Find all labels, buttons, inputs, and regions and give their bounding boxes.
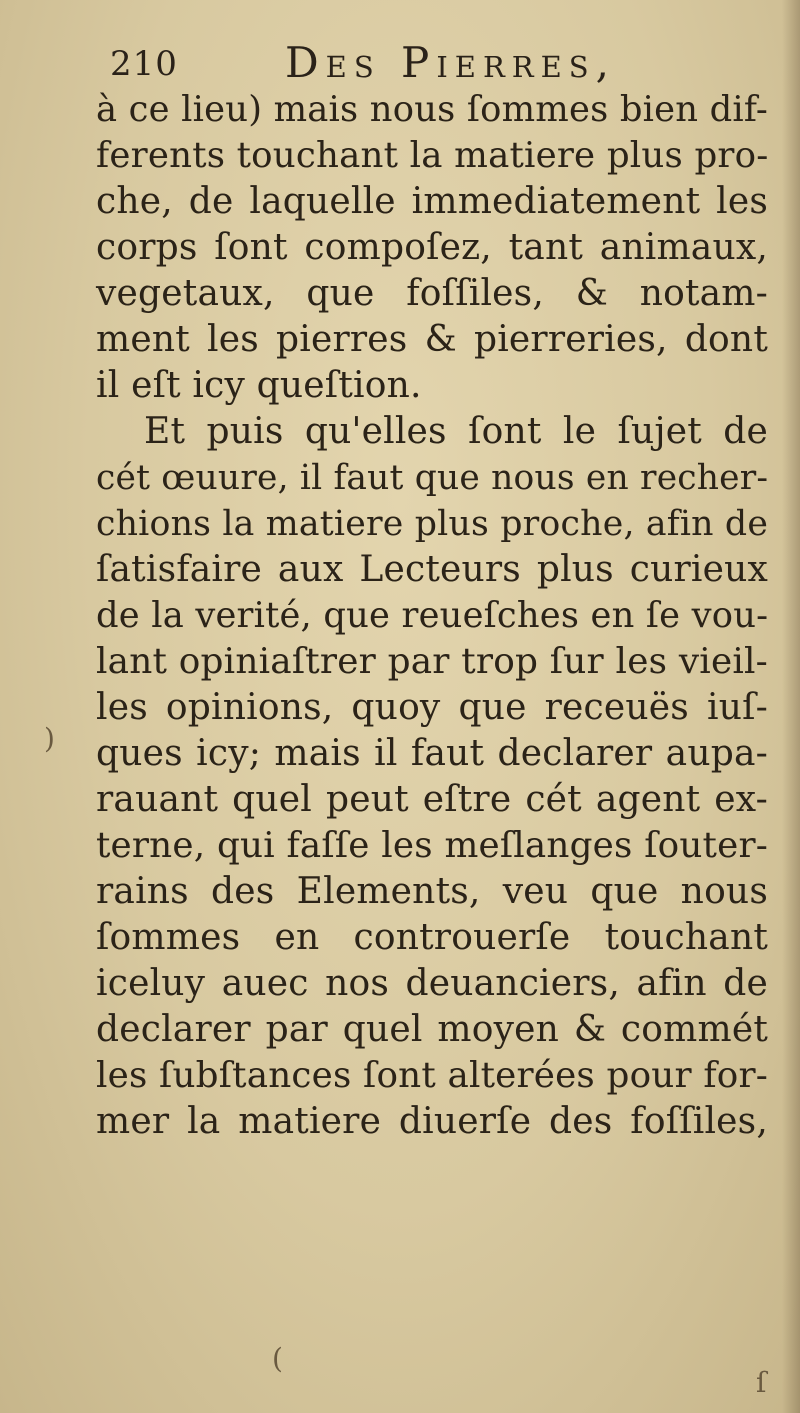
running-head: Des Pierres, [285, 38, 617, 87]
text-line: il eſt icy queſtion. [96, 365, 422, 406]
text-line: ferents touchant la matiere plus pro- [96, 135, 769, 176]
text-line: rains des Elements, veu que nous [96, 871, 768, 912]
text-line: cét œuure, il faut que nous en recher- [96, 458, 769, 498]
text-line: ſatisfaire aux Lecteurs plus curieux [96, 549, 768, 590]
text-line: chions la matiere plus proche, afin de [96, 504, 769, 544]
text-line: che, de laquelle immediatement les [96, 181, 768, 222]
text-line: mer la matiere diuerſe des foſſiles, [96, 1101, 768, 1142]
text-line: vegetaux, que foſſiles, & notam- [96, 273, 768, 314]
text-line: corps ſont compoſez, tant animaux, [96, 227, 768, 268]
margin-mark: ) [44, 722, 55, 755]
text-line: ques icy; mais il faut declarer aupa- [96, 733, 768, 774]
text-line: terne, qui faſſe les meſlanges ſouter- [96, 825, 768, 866]
text-line: les opinions, quoy que receuës iuſ- [96, 687, 768, 728]
page-number: 210 [110, 44, 178, 84]
text-line: les ſubſtances ſont alterées pour for- [96, 1055, 768, 1096]
margin-mark: ( [272, 1342, 283, 1375]
text-line: de la verité, que reueſches en ſe vou- [96, 595, 769, 636]
page-header [110, 38, 710, 88]
text-line: lant opiniaſtrer par trop ſur les vieil- [96, 641, 768, 682]
margin-mark: ſ [756, 1366, 767, 1399]
text-line: rauant quel peut eſtre cét agent ex- [96, 779, 768, 820]
text-line: Et puis qu'elles ſont le ſujet de [144, 411, 768, 452]
text-line: ment les pierres & pierreries, dont [96, 319, 768, 360]
text-line: declarer par quel moyen & commét [96, 1009, 768, 1050]
page-edge-shadow [782, 0, 800, 1413]
text-line: à ce lieu) mais nous ſommes bien dif- [96, 89, 769, 130]
text-line: iceluy auec nos deuanciers, afin de [96, 963, 768, 1004]
body-text [96, 87, 768, 1145]
text-line: ſommes en controuerſe touchant [96, 917, 768, 958]
